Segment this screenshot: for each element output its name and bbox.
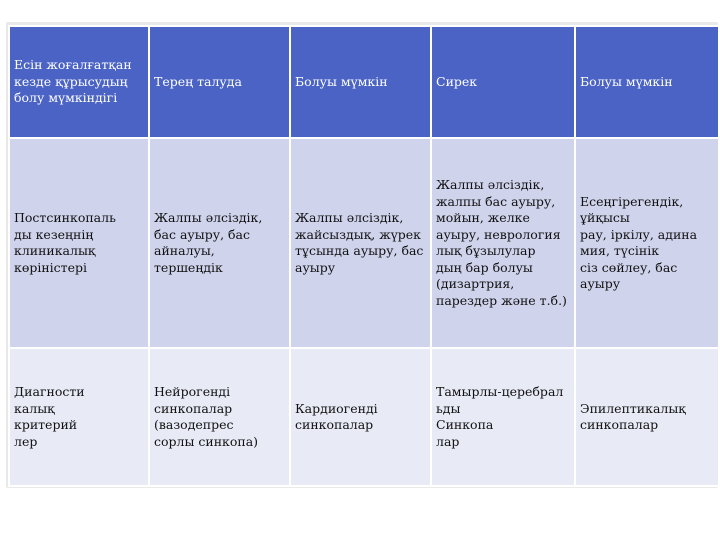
cell-text: Жалпы әлсіздік, жайсыздық, жүрек тұсында ауыру, бас ауыру [295,210,424,275]
cell-text: Эпилептикалық синкопалар [580,400,686,432]
table-cell [431,348,575,486]
table-cell [575,348,719,486]
cell-text: Жалпы әлсіздік, жалпы бас ауыру, мойын, желке ауыру, неврология лық бұзылулар дың бар болуы (дизартрия, парездер және т.б.) [436,177,567,308]
header-label: Сирек [436,73,478,89]
header-label: Терең талуда [154,73,242,89]
table-cell [290,348,431,486]
header-cell-possible-1 [290,26,431,138]
header-label: Болуы мүмкін [295,73,388,89]
table-cell [290,138,431,348]
header-cell-rare [431,26,575,138]
row-label-diagnostic-criteria [9,348,149,486]
cell-text: Жалпы әлсіздік, бас ауыру, бас айналуы, тершеңдік [154,210,263,275]
table-cell [575,138,719,348]
header-cell-possible-2 [575,26,719,138]
header-cell-seizure-possibility [9,26,149,138]
table-cell [149,138,290,348]
cell-text: Кардиогенді синкопалар [295,400,378,432]
table-cell [149,348,290,486]
table-header-row [9,26,719,138]
cell-text: Диагности калық критерий лер [14,384,85,449]
row-label-postsyncopal [9,138,149,348]
cell-text: Тамырлы-церебрал ьды Синкопа лар [436,384,564,449]
syncope-comparison-table [8,25,720,487]
cell-text: Нейрогенді синкопалар (вазодепрес сорлы синкопа) [154,384,259,449]
table-cell [431,138,575,348]
table-row [9,138,719,348]
cell-text: Есеңгірегендік, ұйқысы рау, іркілу, адина мия, түсінік сіз сөйлеу, бас ауыру [580,193,698,291]
header-label: Есін жоғалғатқан кезде құрысудың болу мүмкіндігі [14,57,132,106]
header-label: Болуы мүмкін [580,73,673,89]
cell-text: Постсинкопаль ды кезеңнің клиникалық көріністері [14,210,116,275]
header-cell-deep-faint [149,26,290,138]
table-row [9,348,719,486]
